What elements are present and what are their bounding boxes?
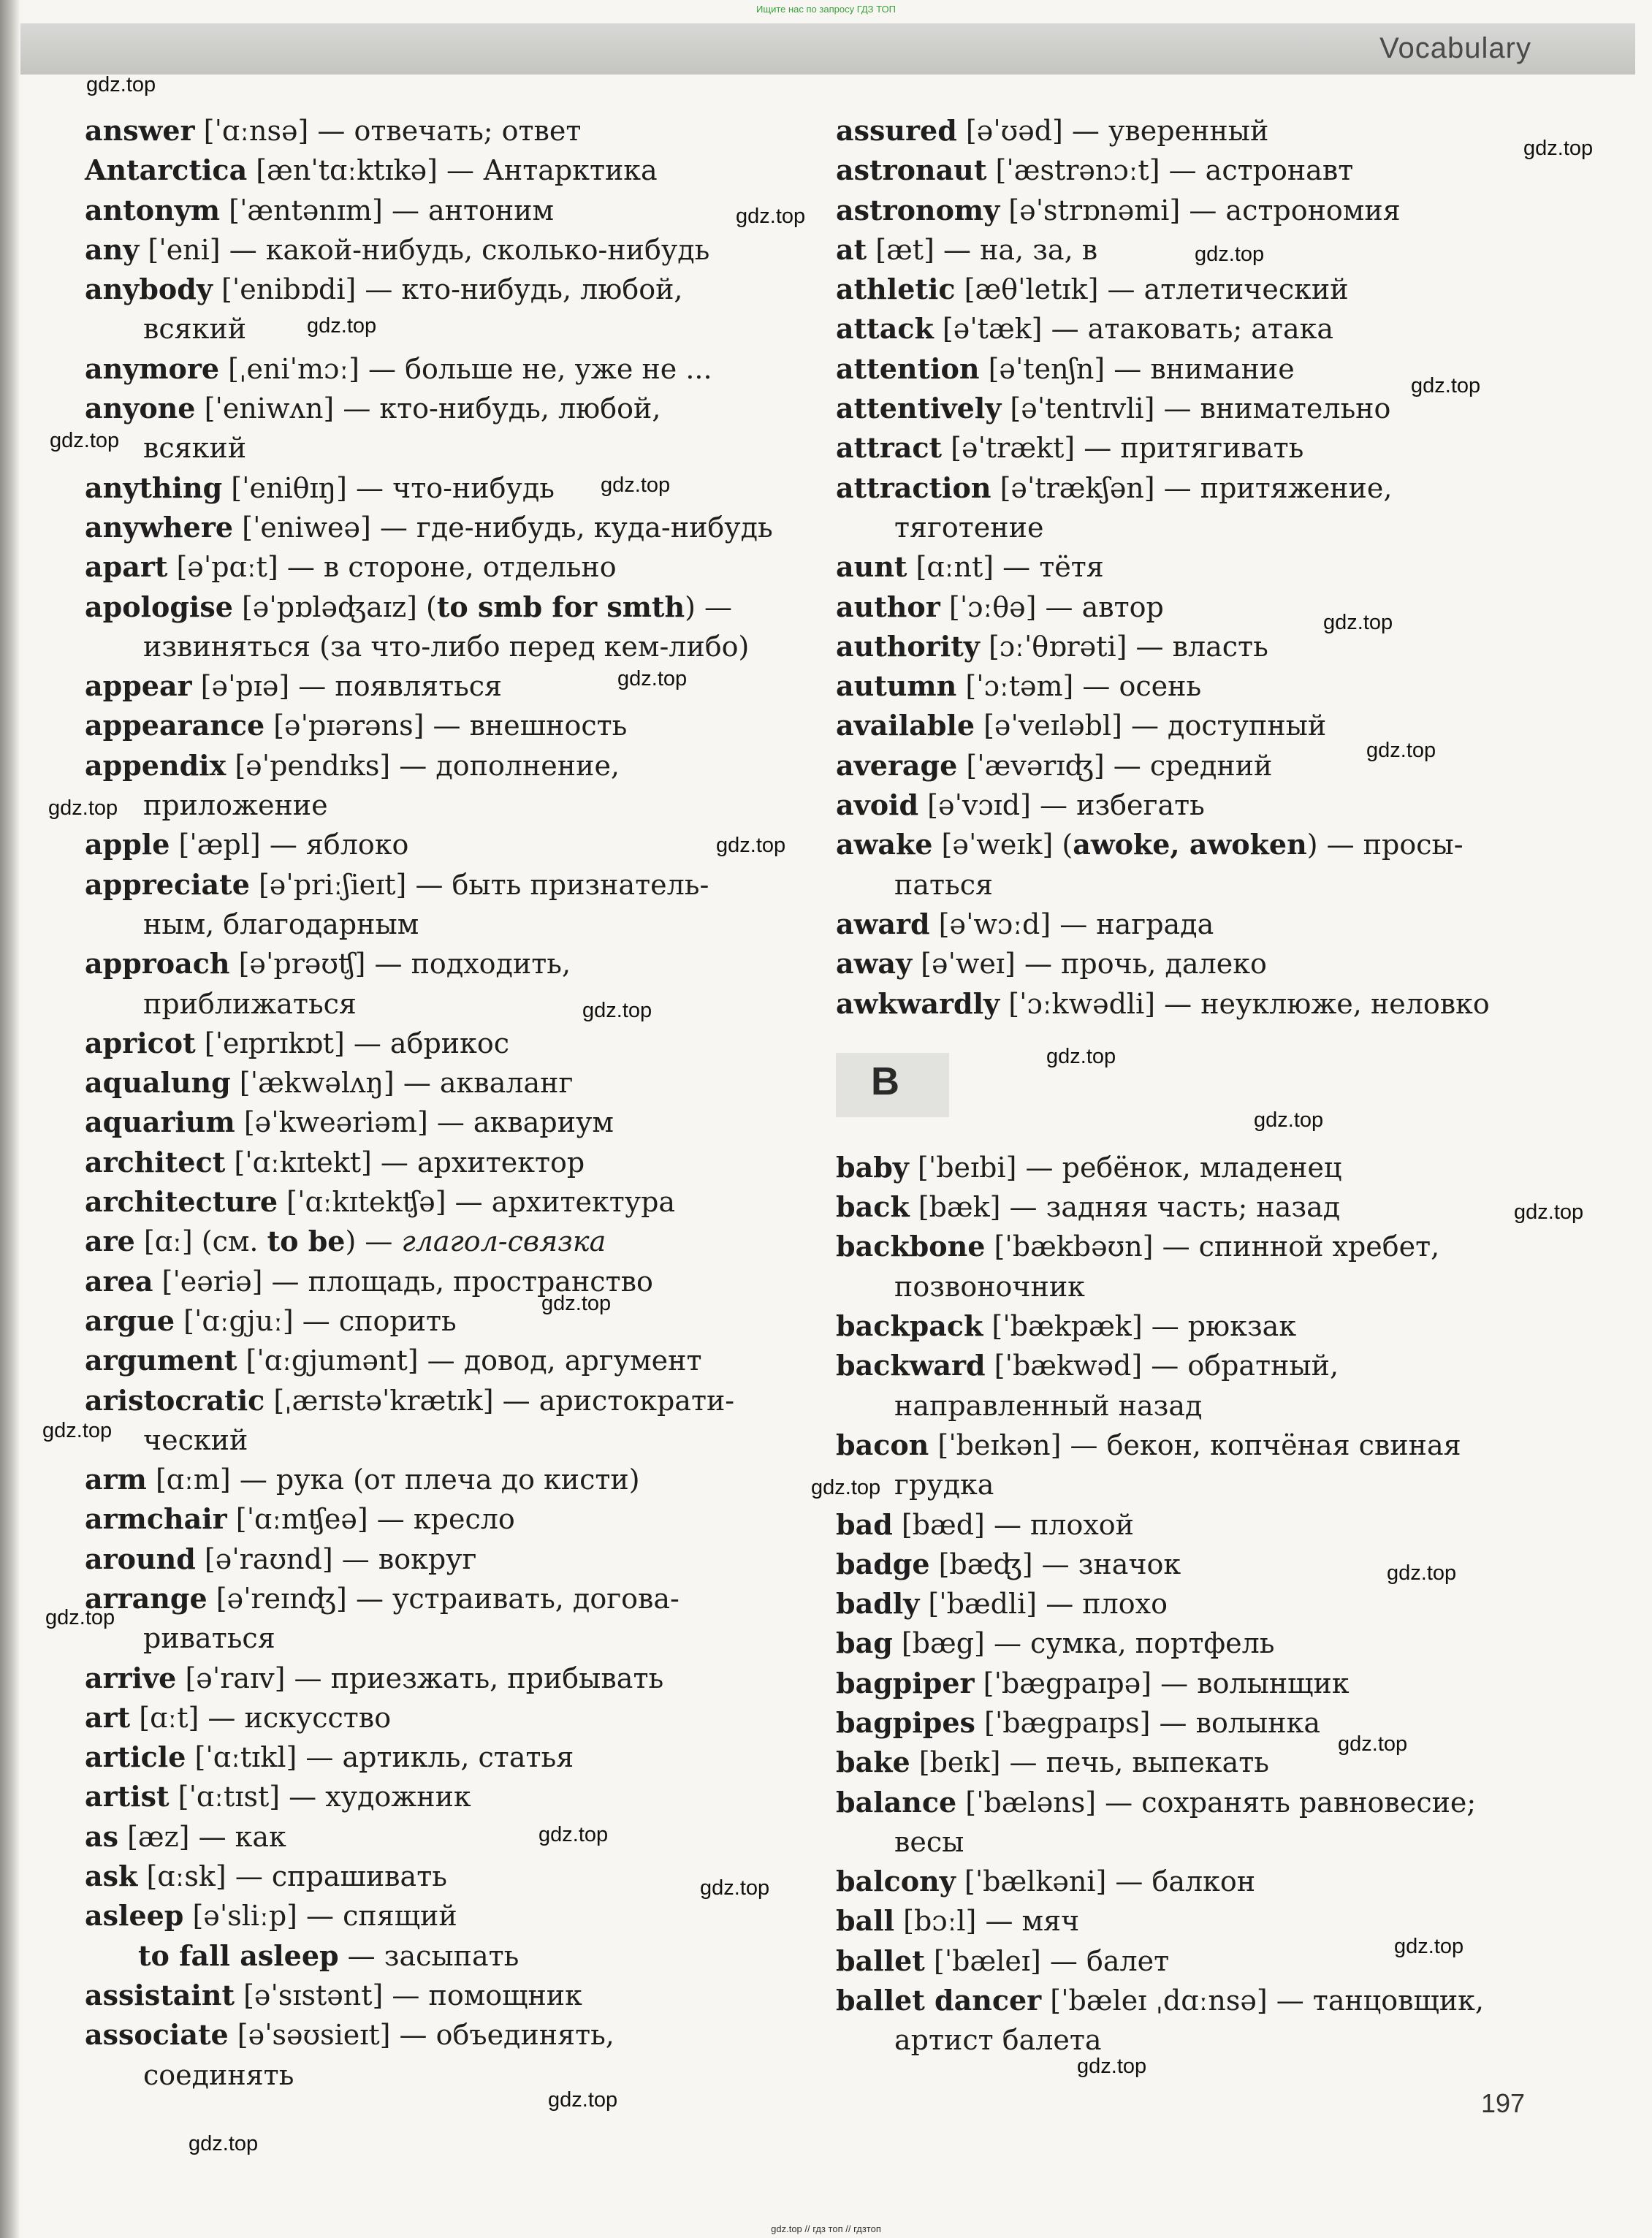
entry-definition: [əˈpriːʃieɪt] — быть признатель-: [249, 868, 709, 901]
entry-word: awake: [836, 828, 933, 861]
entry-definition: [ɔːˈθɒrəti] — власть: [979, 630, 1268, 663]
vocabulary-entry: [836, 984, 1567, 1024]
vocabulary-entry: [85, 1936, 815, 1976]
vocabulary-entry: [836, 666, 1567, 706]
entry-definition: [æz] — как: [118, 1820, 286, 1853]
entry-word: awkwardly: [836, 986, 1000, 1020]
entry-definition: [əˈsəʊsieɪt] — объединять,: [228, 2019, 614, 2052]
vocabulary-entry: [85, 2015, 815, 2095]
entry-definition: [ˈæpl] — яблоко: [170, 829, 409, 861]
vocabulary-entry: [85, 270, 815, 349]
entry-definition: [əˈraɪv] — приезжать, прибывать: [176, 1662, 664, 1694]
entry-definition: [ˈeniθɪŋ] — что-нибудь: [222, 471, 555, 504]
entry-word: baby: [836, 1150, 909, 1184]
entry-definition: [əˈweɪk] (: [932, 829, 1073, 861]
entry-bold-part: to smb for smth: [436, 590, 685, 623]
entry-bold-part: to be: [267, 1225, 346, 1258]
entry-word: back: [836, 1190, 910, 1224]
entry-definition: [əˈtæk] — атаковать; атака: [933, 313, 1334, 346]
vocabulary-entry: [836, 309, 1567, 349]
entry-definition: [ɑːt] — искусство: [130, 1701, 392, 1734]
watermark: gdz.top: [582, 999, 652, 1022]
entry-definition: [ˈɑːtɪst] — художник: [169, 1781, 471, 1813]
entry-italic-note: глагол-связка: [401, 1225, 606, 1258]
entry-word: arm: [85, 1463, 147, 1496]
vocabulary-entry: [85, 468, 815, 508]
entry-word: bagpiper: [836, 1666, 975, 1700]
entry-wrapped-line: риваться: [143, 1622, 275, 1655]
entry-definition: [ˈeəriə] — площадь, пространство: [153, 1265, 653, 1298]
entry-word: anymore: [85, 351, 220, 385]
entry-word: aristocratic: [85, 1383, 265, 1417]
entry-definition: [ˈɔːkwədli] — неуклюже, неловко: [1000, 987, 1490, 1020]
watermark: gdz.top: [48, 796, 118, 820]
entry-definition: [ɑːm] — рука (от плеча до кисти): [146, 1464, 640, 1496]
entry-definition: [əˈsɪstənt] — помощник: [235, 1979, 582, 2011]
entry-word: author: [836, 590, 940, 623]
vocabulary-entry: [85, 1301, 815, 1341]
vocabulary-entry: [85, 1659, 815, 1698]
entry-definition: [ˈɔːθə] — автор: [940, 590, 1164, 623]
watermark: gdz.top: [601, 473, 671, 497]
entry-definition: [əˈreɪnʤ] — устраивать, догова-: [207, 1582, 680, 1615]
entry-word: bacon: [836, 1428, 929, 1461]
entry-word: apple: [85, 828, 170, 861]
watermark: gdz.top: [548, 2088, 618, 2112]
scan-edge-shadow: [0, 0, 20, 2238]
entry-definition: [ˈɔːtəm] — осень: [956, 670, 1202, 703]
entry-word: appreciate: [85, 867, 250, 901]
entry-definition: [əˈprəʊʧ] — подходить,: [229, 948, 571, 981]
entry-word: attentively: [836, 392, 1002, 425]
entry-definition: [ˈɑːtɪkl] — артикль, статья: [186, 1741, 574, 1774]
entry-definition: [əˈpendɪks] — дополнение,: [226, 749, 620, 782]
entry-word: aunt: [836, 550, 907, 584]
vocabulary-entry: [836, 1981, 1567, 2060]
entry-wrapped-line: позвоночник: [894, 1270, 1085, 1303]
entry-definition: — засыпать: [338, 1939, 519, 1972]
vocabulary-entry: [836, 151, 1567, 190]
entry-definition: [ˈævərɪʤ] — средний: [957, 749, 1273, 782]
entry-word: attract: [836, 431, 943, 465]
vocabulary-list-b: [836, 1148, 1567, 2060]
vocabulary-entry: [836, 1426, 1567, 1505]
watermark: gdz.top: [700, 1876, 770, 1900]
bottom-banner: gdz.top // гдз топ // гдзтоп: [771, 2223, 881, 2234]
entry-wrapped-line: соединять: [143, 2058, 294, 2091]
entry-word: attack: [836, 312, 934, 346]
entry-word: autumn: [836, 669, 957, 703]
entry-wrapped-line: ческий: [143, 1423, 248, 1456]
vocabulary-entry: [85, 111, 815, 151]
entry-word: anyone: [85, 392, 196, 425]
watermark: gdz.top: [189, 2132, 259, 2155]
entry-word: antonym: [85, 193, 221, 227]
top-banner: Ищите нас по запросу ГДЗ ТОП: [756, 4, 896, 15]
entry-word: available: [836, 709, 975, 742]
vocabulary-entry: [85, 706, 815, 745]
entry-word: aquarium: [85, 1105, 235, 1139]
watermark: gdz.top: [42, 1419, 113, 1442]
entry-definition: [ˈɑːkɪtekʧə] — архитектура: [278, 1186, 676, 1219]
entry-word: appearance: [85, 709, 265, 742]
entry-definition: [əˈwɔːd] — награда: [929, 907, 1214, 940]
watermark: gdz.top: [1077, 2055, 1147, 2078]
vocabulary-entry: [85, 1698, 815, 1738]
entry-word: architect: [85, 1145, 226, 1179]
vocabulary-entry: [836, 1743, 1567, 1782]
entry-definition: [ˈbægpaɪpə] — волынщик: [974, 1667, 1350, 1700]
entry-definition: [ˈenibɒdi] — кто-нибудь, любой,: [212, 273, 683, 306]
entry-word: apricot: [85, 1026, 196, 1059]
vocabulary-entry: [85, 1103, 815, 1142]
vocabulary-entry: [836, 1187, 1567, 1227]
entry-word: ask: [85, 1860, 138, 1893]
vocabulary-entry: [85, 151, 815, 190]
entry-definition: [ˈækwəlʌŋ] — акваланг: [230, 1067, 574, 1100]
entry-word: balance: [836, 1785, 957, 1819]
entry-wrapped-line: паться: [894, 868, 993, 901]
entry-definition: [bæd] — плохой: [892, 1508, 1135, 1541]
entry-definition: [ˈbæleɪ ˌdɑːnsə] — танцовщик,: [1041, 1984, 1484, 2017]
entry-word: appear: [85, 669, 192, 703]
entry-word: assistaint: [85, 1978, 235, 2011]
entry-definition: [bæʤ] — значок: [929, 1548, 1181, 1580]
entry-word: away: [836, 947, 913, 981]
section-header-b: [836, 1053, 1567, 1122]
entry-wrapped-line: всякий: [143, 313, 247, 346]
vocabulary-entry: [85, 1579, 815, 1659]
entry-definition: [əˈvɔɪd] — избегать: [918, 789, 1205, 822]
entry-word: Antarctica: [85, 153, 248, 187]
entry-definition: [ˈɑːmʧeə] — кресло: [227, 1503, 515, 1536]
entry-definition: [əˈstrɒnəmi] — астрономия: [1000, 194, 1401, 227]
vocabulary-entry: [836, 191, 1567, 230]
entry-definition: [əˈtrækt] — притягивать: [942, 432, 1304, 465]
vocabulary-entry: [85, 191, 815, 230]
watermark: gdz.top: [811, 1476, 881, 1499]
entry-definition-cont: ) —: [345, 1225, 402, 1258]
entry-definition: [əˈsliːp] — спящий: [183, 1900, 457, 1933]
entry-word: art: [85, 1700, 131, 1734]
vocabulary-entry: [836, 785, 1567, 825]
entry-definition: [ænˈtɑːktɪkə] — Антарктика: [247, 154, 658, 187]
entry-wrapped-line: приближаться: [143, 987, 357, 1020]
vocabulary-entry: [85, 1499, 815, 1539]
entry-word: ballet: [836, 1944, 925, 1977]
entry-word: authority: [836, 629, 980, 663]
entry-definition: [ˈɑːgjumənt] — довод, аргумент: [237, 1344, 702, 1377]
entry-word: balcony: [836, 1865, 956, 1898]
entry-definition: [æθˈletɪk] — атлетический: [955, 273, 1349, 306]
entry-wrapped-line: извиняться (за что-либо перед кем-либо): [143, 630, 750, 663]
entry-definition: [ɑːsk] — спрашивать: [137, 1860, 447, 1893]
vocabulary-entry: [85, 1182, 815, 1222]
entry-word: badly: [836, 1587, 920, 1621]
entry-definition: [ˈeni] — какой-нибудь, сколько-нибудь: [139, 233, 710, 266]
vocabulary-entry: [836, 270, 1567, 309]
entry-word: arrange: [85, 1581, 208, 1615]
entry-definition: [ˌærɪstəˈkrætɪk] — аристократи-: [264, 1384, 735, 1417]
vocabulary-entry: [836, 627, 1567, 666]
entry-word: backward: [836, 1349, 986, 1382]
entry-wrapped-line: грудка: [894, 1469, 994, 1501]
entry-word: are: [85, 1225, 135, 1258]
vocabulary-entry: [836, 428, 1567, 468]
entry-definition: [əˈʊəd] — уверенный: [956, 115, 1269, 147]
vocabulary-entry: [85, 1341, 815, 1380]
vocabulary-entry: [85, 825, 815, 864]
entry-definition: [ɑː] (см.: [134, 1225, 267, 1258]
entry-definition: [ˈbægpaɪps] — волынка: [975, 1706, 1320, 1739]
vocabulary-entry: [85, 1222, 815, 1261]
entry-definition: [bæg] — сумка, портфель: [892, 1627, 1275, 1660]
entry-word: associate: [85, 2018, 229, 2052]
vocabulary-entry: [836, 1584, 1567, 1624]
vocabulary-entry: [85, 666, 815, 706]
entry-word: anywhere: [85, 510, 234, 544]
watermark: gdz.top: [45, 1606, 115, 1629]
entry-word: astronomy: [836, 193, 1000, 227]
vocabulary-entry: [85, 1262, 815, 1301]
vocabulary-column-right: [836, 111, 1567, 2060]
entry-word: around: [85, 1542, 196, 1575]
entry-definition: [ˈbækwəd] — обратный,: [985, 1350, 1339, 1382]
entry-word: approach: [85, 947, 230, 981]
vocabulary-entry: [836, 746, 1567, 785]
entry-definition: [əˈraʊnd] — вокруг: [195, 1542, 477, 1575]
vocabulary-column-left: [85, 111, 815, 2095]
vocabulary-entry: [836, 944, 1567, 983]
vocabulary-entry: [836, 825, 1567, 905]
vocabulary-entry: [836, 1664, 1567, 1703]
watermark: gdz.top: [716, 834, 786, 857]
vocabulary-entry: [85, 230, 815, 270]
entry-definition: [ˈeniweə] — где-нибудь, куда-нибудь: [233, 511, 773, 544]
vocabulary-entry: [836, 111, 1567, 151]
section-letter: B: [871, 1059, 899, 1103]
entry-word: argue: [85, 1303, 175, 1337]
watermark: gdz.top: [50, 429, 120, 452]
entry-definition: [ˈbælkəni] — балкон: [955, 1865, 1256, 1898]
entry-word: apart: [85, 550, 168, 584]
entry-definition: [əˈkweəriəm] — аквариум: [235, 1106, 614, 1139]
vocabulary-entry: [836, 1306, 1567, 1346]
vocabulary-entry: [85, 1738, 815, 1777]
entry-definition: [bɔːl] — мяч: [894, 1905, 1080, 1938]
vocabulary-entry: [836, 468, 1567, 548]
vocabulary-entry: [85, 1976, 815, 2015]
entry-word: any: [85, 232, 140, 266]
entry-definition: [ˈbækpæk] — рюкзак: [983, 1310, 1297, 1343]
entry-word: anything: [85, 471, 223, 504]
watermark: gdz.top: [1366, 739, 1436, 762]
entry-definition: [əˈveɪləbl] — доступный: [975, 709, 1327, 742]
entry-definition: [əˈpɪə] — появляться: [191, 670, 503, 703]
entry-word: anybody: [85, 273, 213, 306]
entry-definition: [ˈeniwʌn] — кто-нибудь, любой,: [195, 392, 661, 425]
entry-definition: [əˈtrækʃən] — притяжение,: [991, 471, 1393, 504]
entry-word: aqualung: [85, 1066, 231, 1100]
entry-word: award: [836, 907, 930, 940]
vocabulary-entry: [836, 1703, 1567, 1743]
watermark: gdz.top: [1387, 1561, 1457, 1585]
vocabulary-entry: [85, 1460, 815, 1499]
entry-wrapped-line: весы: [894, 1825, 964, 1858]
entry-definition: [əˈtentɪvli] — внимательно: [1001, 392, 1391, 425]
watermark: gdz.top: [541, 1292, 612, 1315]
vocabulary-entry: [836, 1783, 1567, 1862]
entry-word: at: [836, 232, 867, 266]
entry-wrapped-line: артист балета: [894, 2024, 1102, 2057]
vocabulary-entry: [836, 1227, 1567, 1306]
entry-word: article: [85, 1740, 186, 1774]
entry-word: area: [85, 1264, 153, 1298]
vocabulary-entry: [85, 1063, 815, 1103]
vocabulary-entry: [85, 587, 815, 667]
vocabulary-entry: [85, 349, 815, 389]
entry-word: appendix: [85, 748, 227, 782]
entry-definition: [ˈbækbəʊn] — спинной хребет,: [985, 1230, 1440, 1263]
entry-word: bake: [836, 1746, 910, 1779]
entry-word: avoid: [836, 788, 919, 822]
entry-definition: [ˈeɪprɪkɒt] — абрикос: [195, 1027, 510, 1059]
entry-definition: [əˈpɑːt] — в стороне, отдельно: [167, 551, 617, 584]
entry-definition: [ɑːnt] — тётя: [907, 551, 1104, 584]
page-number: 197: [1481, 2088, 1526, 2118]
entry-word: apologise: [85, 590, 233, 623]
watermark: gdz.top: [1523, 137, 1594, 160]
vocabulary-entry: [836, 587, 1567, 627]
watermark: gdz.top: [86, 73, 156, 96]
entry-word: ball: [836, 1904, 895, 1938]
entry-word: badge: [836, 1547, 930, 1580]
entry-word: answer: [85, 114, 195, 147]
watermark: gdz.top: [1411, 374, 1481, 397]
entry-word: argument: [85, 1344, 237, 1377]
entry-definition: [ˌeniˈmɔː] — больше не, уже не ...: [219, 352, 712, 385]
entry-wrapped-line: тяготение: [894, 511, 1044, 544]
watermark: gdz.top: [307, 314, 377, 338]
vocabulary-entry: [85, 1817, 815, 1857]
entry-definition: [ˈɑːkɪtekt] — архитектор: [225, 1146, 585, 1179]
watermark: gdz.top: [1254, 1108, 1324, 1132]
vocabulary-entry: [85, 547, 815, 587]
entry-word: as: [85, 1819, 119, 1853]
watermark: gdz.top: [736, 205, 806, 228]
entry-word: backpack: [836, 1309, 983, 1343]
vocabulary-entry: [85, 746, 815, 826]
entry-definition: [ˈbæləns] — сохранять равновесие;: [956, 1786, 1477, 1819]
watermark: gdz.top: [1323, 611, 1393, 634]
vocabulary-entry: [836, 706, 1567, 745]
vocabulary-entry: [85, 508, 815, 547]
entry-definition: [əˈweɪ] — прочь, далеко: [912, 948, 1267, 981]
entry-word: architecture: [85, 1185, 278, 1219]
entry-definition: [ˈbæleɪ] — балет: [924, 1944, 1170, 1977]
watermark: gdz.top: [1394, 1935, 1464, 1958]
entry-definition: [ˈæstrənɔːt] — астронавт: [986, 154, 1354, 187]
entry-definition: [ˈɑːnsə] — отвечать; ответ: [194, 115, 582, 147]
entry-word: assured: [836, 114, 957, 147]
entry-definition: [ˈæntənɪm] — антоним: [220, 194, 555, 227]
vocabulary-entry: [836, 1624, 1567, 1663]
watermark: gdz.top: [1338, 1732, 1408, 1756]
entry-definition: [ˈbeɪbi] — ребёнок, младенец: [908, 1151, 1342, 1184]
vocabulary-entry: [836, 905, 1567, 944]
vocabulary-entry: [836, 1862, 1567, 1901]
vocabulary-entry: [85, 865, 815, 945]
entry-wrapped-line: приложение: [143, 789, 328, 822]
entry-word: astronaut: [836, 153, 987, 187]
entry-wrapped-line: всякий: [143, 432, 247, 465]
vocabulary-entry: [85, 1381, 815, 1461]
entry-definition: [əˈpɪərəns] — внешность: [264, 709, 628, 742]
entry-word: backbone: [836, 1230, 986, 1263]
entry-word: bag: [836, 1626, 893, 1660]
entry-definition: [əˈpɒləʤaɪz] (: [232, 590, 437, 623]
entry-word: bad: [836, 1507, 893, 1541]
vocabulary-entry: [85, 1539, 815, 1579]
vocabulary-entry: [85, 1024, 815, 1063]
entry-word: armchair: [85, 1502, 227, 1536]
watermark: gdz.top: [617, 667, 688, 690]
entry-word: attention: [836, 351, 980, 385]
entry-word: artist: [85, 1780, 170, 1813]
vocabulary-entry: [836, 1545, 1567, 1584]
watermark: gdz.top: [1195, 243, 1265, 266]
vocabulary-entry: [85, 944, 815, 1024]
page-title: Vocabulary: [1379, 32, 1531, 64]
watermark: gdz.top: [538, 1823, 609, 1846]
entry-word: athletic: [836, 273, 956, 306]
entry-definition: [ˈɑːgjuː] — спорить: [175, 1304, 457, 1337]
vocabulary-entry: [85, 1896, 815, 1936]
entry-definition: [bæk] — задняя часть; назад: [909, 1191, 1341, 1224]
vocabulary-entry: [85, 389, 815, 468]
entry-definition: [əˈtenʃn] — внимание: [979, 352, 1295, 385]
entry-definition: [ˈbædli] — плохо: [919, 1588, 1168, 1621]
entry-bold-part: awoke, awoken: [1073, 828, 1307, 861]
entry-word: asleep: [85, 1899, 184, 1933]
vocabulary-entry: [836, 547, 1567, 587]
vocabulary-entry: [836, 1505, 1567, 1545]
entry-word: to fall asleep: [138, 1938, 339, 1972]
entry-word: arrive: [85, 1661, 177, 1694]
vocabulary-entry: [85, 1143, 815, 1182]
entry-wrapped-line: направленный назад: [894, 1389, 1203, 1422]
vocabulary-entry: [85, 1777, 815, 1816]
entry-definition: [ˈbeɪkən] — бекон, копчёная свиная: [929, 1428, 1461, 1461]
watermark: gdz.top: [1046, 1045, 1116, 1068]
watermark: gdz.top: [1514, 1200, 1584, 1224]
entry-wrapped-line: ным, благодарным: [143, 907, 419, 940]
entry-word: ballet dancer: [836, 1984, 1042, 2017]
entry-word: average: [836, 748, 958, 782]
entry-definition: [beɪk] — печь, выпекать: [910, 1746, 1269, 1779]
entry-word: attraction: [836, 471, 991, 504]
entry-definition-cont: ) —: [685, 590, 733, 623]
entry-definition: [æt] — на, за, в: [867, 233, 1098, 266]
vocabulary-entry: [836, 1148, 1567, 1187]
entry-word: bagpipes: [836, 1705, 975, 1739]
vocabulary-entry: [836, 1346, 1567, 1426]
entry-definition-cont: ) — просы-: [1306, 829, 1463, 861]
